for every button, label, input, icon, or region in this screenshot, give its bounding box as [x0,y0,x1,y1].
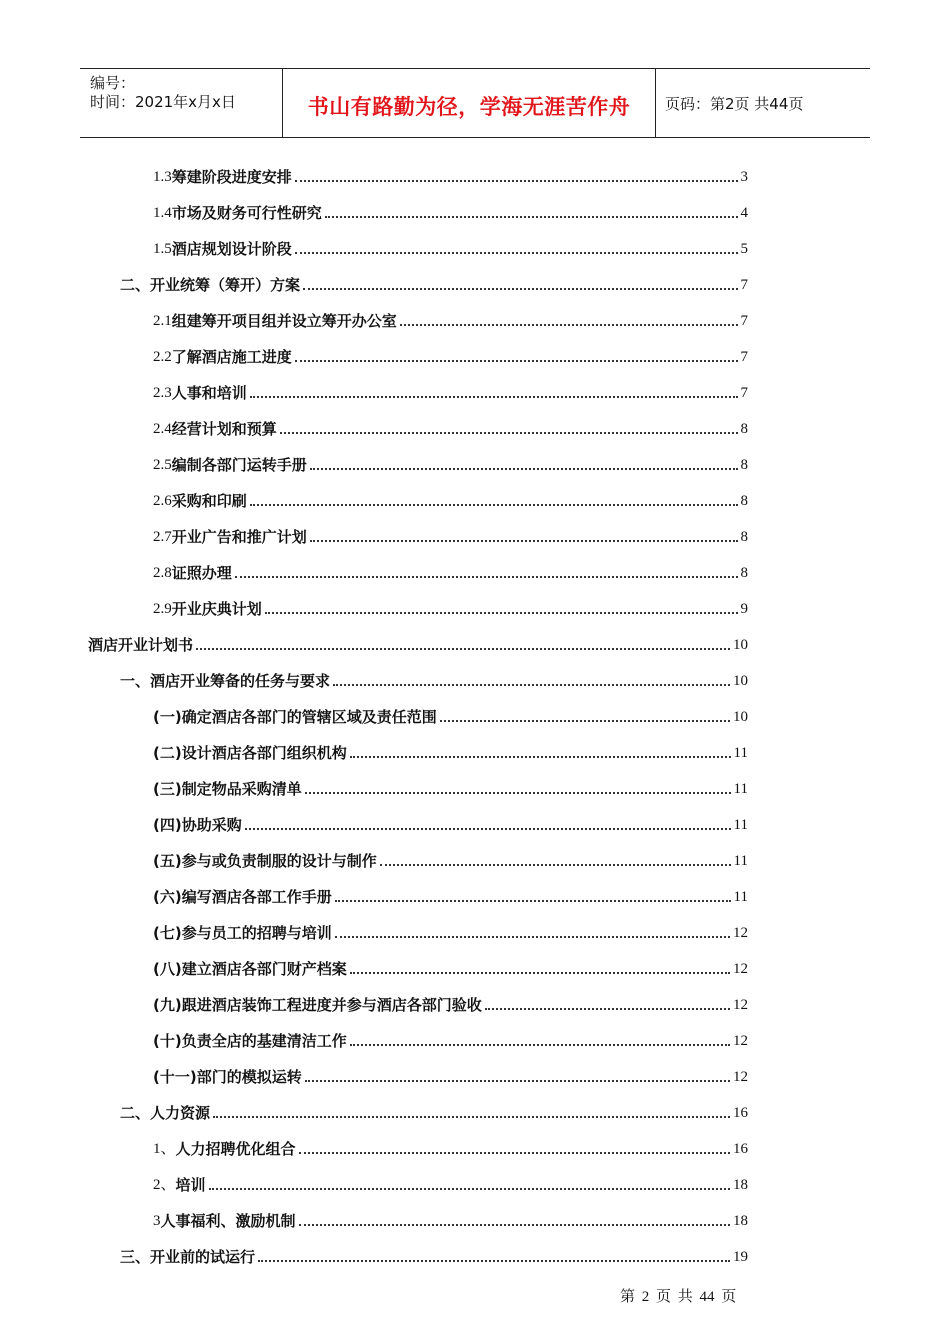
toc-entry-title: 二、开业统筹（筹开）方案 [120,276,301,294]
dot-leader [303,288,737,290]
toc-entry[interactable] [153,991,748,1015]
toc-entry-page: 4 [740,205,748,221]
toc-entry-title: 人事和培训 [171,384,247,402]
toc-entry-number: 2.8 [153,565,172,581]
toc-entry[interactable] [153,739,748,763]
toc-entry-page: 18 [733,1177,748,1193]
toc-entry-title: (九)跟进酒店装饰工程进度并参与酒店各部门验收 [153,996,482,1014]
toc-entry-number: 2.2 [153,349,172,365]
dot-leader [350,756,731,758]
toc-entry[interactable] [153,307,748,331]
toc-entry-title: 采购和印刷 [171,492,247,510]
dot-leader [350,972,730,974]
toc-entry-title: 经营计划和预算 [171,420,277,438]
toc-entry-number: 2.3 [153,385,172,401]
toc-entry-page: 10 [733,637,748,653]
toc-entry-page: 9 [740,601,748,617]
toc-entry-page: 8 [740,565,748,581]
time-line: 时间：2021年x月x日 [90,93,236,111]
toc-entry-number: 1.4 [153,205,172,221]
toc-entry-page: 7 [740,385,748,401]
toc-entry-title: 一、酒店开业筹备的任务与要求 [120,672,331,690]
dot-leader [196,648,730,650]
toc-entry-title: 市场及财务可行性研究 [171,204,322,222]
toc-entry-title: (八)建立酒店各部门财产档案 [153,960,347,978]
toc-entry[interactable] [153,559,748,583]
toc-entry-number: 2.6 [153,493,172,509]
dot-leader [295,180,738,182]
toc-entry-title: 人力招聘优化组合 [175,1140,296,1158]
toc-entry-title: (一)确定酒店各部门的管辖区域及责任范围 [153,708,437,726]
toc-entry-title: 开业庆典计划 [171,600,262,618]
toc-entry-page: 7 [740,349,748,365]
toc-entry-title: 三、开业前的试运行 [120,1248,256,1266]
toc-entry-page: 16 [733,1141,748,1157]
toc-entry-title: (六)编写酒店各部工作手册 [153,888,332,906]
toc-entry[interactable] [153,775,748,799]
toc-entry[interactable] [120,271,748,295]
toc-entry-number: 2.9 [153,601,172,617]
dot-leader [310,540,738,542]
dot-leader [305,1080,730,1082]
toc-entry[interactable] [153,595,748,619]
dot-leader [250,396,738,398]
toc-entry[interactable] [120,667,748,691]
toc-entry-page: 12 [733,1033,748,1049]
toc-entry-page: 11 [733,889,748,905]
toc-entry-page: 11 [733,817,748,833]
toc-entry-title: 二、人力资源 [120,1104,211,1122]
toc-entry-number: 2、 [153,1177,176,1193]
dot-leader [325,216,738,218]
toc-entry[interactable] [153,1063,748,1087]
toc-entry-page: 16 [733,1105,748,1121]
toc-entry-title: (五)参与或负责制服的设计与制作 [153,852,377,870]
toc-entry-page: 8 [740,493,748,509]
dot-leader [245,828,731,830]
toc-entry-page: 8 [740,529,748,545]
toc-entry[interactable] [153,199,748,223]
dot-leader [350,1044,730,1046]
dot-leader [295,252,738,254]
toc-entry[interactable] [153,1207,748,1231]
toc-entry-page: 12 [733,925,748,941]
page-footer: 第 2 页 共 44 页 [620,1289,737,1305]
toc-entry-title: (十一)部门的模拟运转 [153,1068,302,1086]
toc-entry-title: 开业广告和推广计划 [171,528,307,546]
code-label: 编号： [90,74,136,92]
toc-entry-page: 10 [733,673,748,689]
toc-entry[interactable] [153,235,748,259]
toc-entry-number: 2.4 [153,421,172,437]
dot-leader [400,324,738,326]
toc-entry[interactable] [120,1099,748,1123]
toc-entry[interactable] [153,451,748,475]
toc-entry-number: 3 [153,1213,161,1229]
toc-entry-page: 11 [733,853,748,869]
toc-entry[interactable] [153,379,748,403]
toc-entry-number: 2.7 [153,529,172,545]
toc-entry-title: 酒店开业计划书 [88,636,194,654]
toc-entry-page: 12 [733,1069,748,1085]
toc-entry[interactable] [153,955,748,979]
page-info: 页码：第2页 共44页 [665,95,804,113]
toc-entry-title: 酒店规划设计阶段 [171,240,292,258]
toc-entry[interactable] [153,1135,748,1159]
dot-leader [265,612,738,614]
toc-entry[interactable] [153,1027,748,1051]
dot-leader [440,720,730,722]
dot-leader [299,1224,730,1226]
toc-entry[interactable] [153,1171,748,1195]
dot-leader [295,360,738,362]
toc-entry[interactable] [153,811,748,835]
toc-entry-page: 12 [733,997,748,1013]
toc-entry[interactable] [153,415,748,439]
toc-entry-title: 证照办理 [171,564,232,582]
toc-entry-page: 18 [733,1213,748,1229]
toc-entry[interactable] [88,631,748,655]
toc-entry[interactable] [120,1243,748,1267]
toc-entry-title: 筹建阶段进度安排 [171,168,292,186]
toc-entry[interactable] [153,847,748,871]
toc-entry-number: 1.3 [153,169,172,185]
toc-entry-page: 11 [733,781,748,797]
toc-entry-page: 11 [733,745,748,761]
toc-entry-page: 3 [740,169,748,185]
dot-leader [280,432,738,434]
dot-leader [305,792,731,794]
dot-leader [380,864,731,866]
toc-entry[interactable] [153,343,748,367]
toc-entry[interactable] [153,919,748,943]
dot-leader [213,1116,730,1118]
toc-entry-title: (四)协助采购 [153,816,242,834]
toc-entry-page: 19 [733,1249,748,1265]
dot-leader [258,1260,730,1262]
toc-entry[interactable] [153,487,748,511]
toc-entry-number: 1.5 [153,241,172,257]
toc-entry-title: 编制各部门运转手册 [171,456,307,474]
toc-entry[interactable] [153,523,748,547]
toc-entry-title: 了解酒店施工进度 [171,348,292,366]
toc-entry-page: 12 [733,961,748,977]
dot-leader [335,900,731,902]
toc-entry-page: 5 [740,241,748,257]
toc-entry-number: 2.1 [153,313,172,329]
toc-entry-number: 1、 [153,1141,176,1157]
dot-leader [485,1008,730,1010]
motto: 书山有路勤为径，学海无涯苦作舟 [307,95,631,119]
toc-entry[interactable] [153,703,748,727]
toc-entry-number: 2.5 [153,457,172,473]
dot-leader [250,504,738,506]
toc-entry-page: 8 [740,421,748,437]
toc-entry-page: 10 [733,709,748,725]
toc-entry-page: 7 [740,277,748,293]
toc-entry-title: 组建筹开项目组并设立筹开办公室 [171,312,397,330]
toc-entry-title: (二)设计酒店各部门组织机构 [153,744,347,762]
dot-leader [209,1188,730,1190]
toc-entry-page: 7 [740,313,748,329]
dot-leader [235,576,738,578]
dot-leader [299,1152,730,1154]
toc-entry-title: (十)负责全店的基建清洁工作 [153,1032,347,1050]
dot-leader [335,936,730,938]
toc-entry[interactable] [153,163,748,187]
dot-leader [333,684,730,686]
toc-entry-title: 培训 [175,1176,206,1194]
toc-entry[interactable] [153,883,748,907]
toc-entry-title: (七)参与员工的招聘与培训 [153,924,332,942]
toc-entry-title: 人事福利、激励机制 [160,1212,296,1230]
toc-entry-title: (三)制定物品采购清单 [153,780,302,798]
dot-leader [310,468,738,470]
toc-entry-page: 8 [740,457,748,473]
